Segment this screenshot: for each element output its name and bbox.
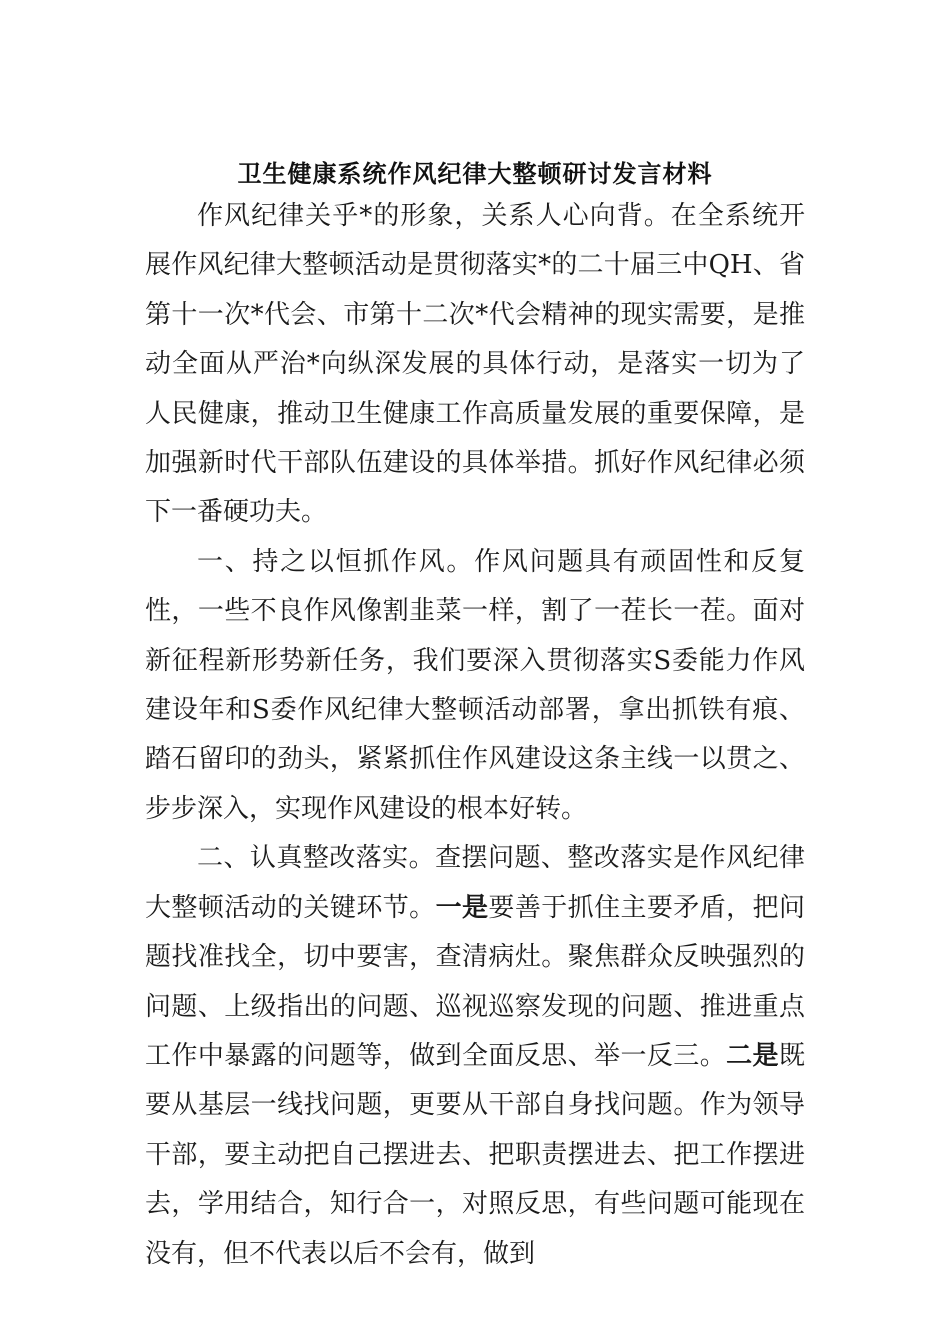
document-title: 卫生健康系统作风纪律大整顿研讨发言材料 — [237, 159, 713, 188]
paragraph-text: 一、持之以恒抓作风。作风问题具有顽固性和反复性，一些不良作风像割韭菜一样，割了一茬长一茬。面对新征程新形势新任务，我们要深入贯彻落实S委能力作风建设年和S委作风纪律大整顿活动部署，拿出抓铁有痕、踏石留印的劲头，紧紧抓住作风建设这条主线一以贯之、步步深入，实现作风建设的根本好转。 — [145, 546, 805, 824]
paragraph-text: 二、认真整改落实。查摆问题、整改落实是作风纪律大整顿活动的关键环节。 — [145, 843, 805, 923]
paragraph-section-2 — [145, 834, 805, 1279]
paragraph-text: 要善于抓住主要矛盾，把问题找准找全，切中要害，查清病灶。聚焦群众反映强烈的问题、上级指出的问题、巡视巡察发现的问题、推进重点工作中暴露的问题等，做到全面反思、举一反三。 — [145, 892, 805, 1071]
paragraph-text: 既要从基层一线找问题，更要从干部自身找问题。作为领导干部，要主动把自己摆进去、把职责摆进去、把工作摆进去，学用结合，知行合一，对照反思，有些问题可能现在没有，但不代表以后不会有，做到 — [145, 1040, 805, 1269]
paragraph-intro — [145, 192, 805, 538]
bold-marker-second: 二是 — [726, 1040, 779, 1071]
bold-marker-first: 一是 — [435, 892, 489, 923]
paragraph-text: 作风纪律关乎*的形象，关系人心向背。在全系统开展作风纪律大整顿活动是贯彻落实*的二十届三中QH、省第十一次*代会、市第十二次*代会精神的现实需要，是推动全面从严治*向纵深发展的具体行动，是落实一切为了人民健康，推动卫生健康工作高质量发展的重要保障，是加强新时代干部队伍建设的具体举措。抓好作风纪律必须下一番硬功夫。 — [145, 201, 805, 528]
document-body — [145, 192, 805, 1279]
paragraph-section-1 — [145, 538, 805, 834]
